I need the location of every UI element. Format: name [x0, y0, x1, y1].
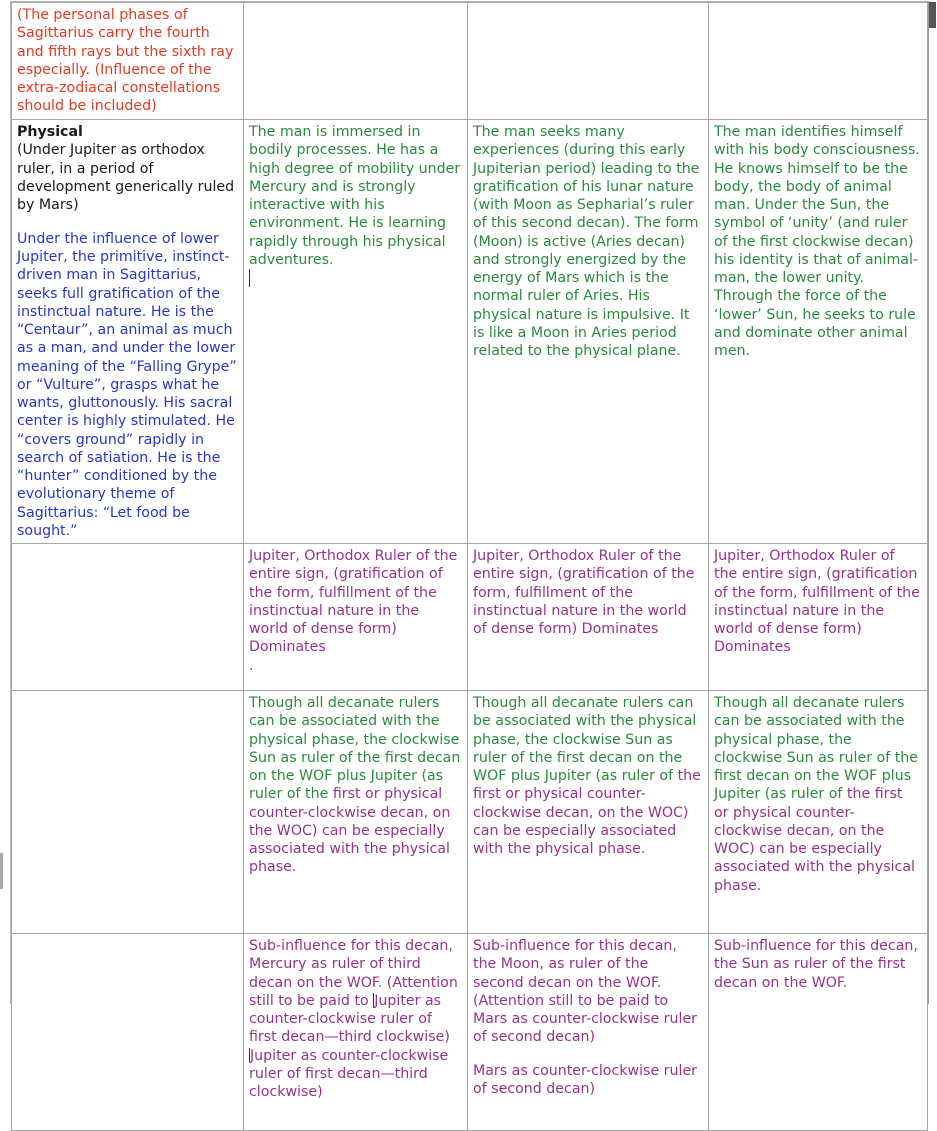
ruler-decan-3-text: Jupiter, Orthodox Ruler of the entire sign, (gratification of the form, fulfillment of the instinctual nature in the world of dense form) Dominates: [714, 548, 920, 656]
cell-physical-decan-2: [468, 120, 709, 544]
though-decan-2-green: Though all decanate rulers can be associated with the physical phase, the clockwise Sun as ruler of the first decan on the WOF plus Jupiter (as ruler of: [473, 695, 697, 785]
though-decan-2-paragraph: [473, 694, 702, 858]
physical-parenthetical: (Under Jupiter as orthodox ruler, in a period of development generically ruled by Mars): [17, 142, 235, 213]
sub-decan-1-paragraph-1: [249, 937, 461, 1047]
physical-decan-3-text: The man identifies himself with his body consciousness. He knows himself to be the body, the body of animal man. Under the Sun, the symbol of ‘unity’ (and ruler of the first clockwise decan) his identity is that of animal-man, the lower unity. Through the force of the ‘lower’ Sun, he seeks to rule and dominate other animal men.: [714, 124, 920, 359]
though-decan-3-purple: the first or physical counter-clockwise decan, on the WOC) can be especially associated with the physical phase.: [714, 786, 915, 894]
though-decan-2-purple: the first or physical counter-clockwise decan, on the WOC) can be especially associated with the physical phase.: [473, 768, 701, 858]
cell-physical-label: [12, 120, 244, 544]
cell-note-decan-2: [468, 3, 709, 120]
cell-ruler-decan-1: [244, 544, 468, 691]
ruler-decan-1-text: Jupiter, Orthodox Ruler of the entire sign, (gratification of the form, fulfillment of the instinctual nature in the world of dense form) Dominates: [249, 548, 458, 656]
sub-decan-1-lead: Sub-influence for this decan, Mercury as ruler of third decan on the WOF. (Attention still to be paid to: [249, 938, 458, 1009]
physical-decan-1-text: The man is immersed in bodily processes. He has a high degree of mobility under Mercury and is strongly interactive with his environment. He is learning rapidly through his physical adventures.: [249, 124, 461, 268]
table-row-decanate-rulers-note: [12, 691, 928, 934]
cell-note-label: [12, 3, 244, 120]
note-text: (The personal phases of Sagittarius carry the fourth and fifth rays but the sixth ray especially. (Influence of the extra-zodiacal constellations should be included): [17, 7, 234, 115]
cell-though-decan-1: [244, 691, 468, 934]
cell-though-decan-3: [709, 691, 928, 934]
cell-note-decan-3: [709, 3, 928, 120]
though-decan-3-paragraph: [714, 694, 921, 895]
sub-decan-2-paragraph-2: Mars as counter-clockwise ruler of second decan): [473, 1063, 698, 1098]
though-decan-3-green: Though all decanate rulers can be associated with the physical phase, the clockwise Sun as ruler of the first decan on the WOF plus Jupiter (as ruler of: [714, 695, 919, 803]
table-row-orthodox-ruler: [12, 544, 928, 691]
cell-though-decan-2: [468, 691, 709, 934]
physical-decan-2-text: The man seeks many experiences (during this early Jupiterian period) leading to the gratification of his lunar nature (with Moon as Sepharial’s ruler of this second decan). The form (Moon) is active (Aries decan) and strongly energized by the energy of Mars which is the normal ruler of Aries. His physical nature is impulsive. It is like a Moon in Aries period related to the physical plane.: [473, 124, 700, 359]
cell-physical-decan-1: [244, 120, 468, 544]
cell-though-label: [12, 691, 244, 934]
table-row-note: [12, 3, 928, 120]
sub-decan-1-repeat: Jupiter as counter-clockwise ruler of first decan—third clockwise): [249, 1047, 449, 1101]
cell-ruler-decan-3: [709, 544, 928, 691]
physical-description: Under the influence of lower Jupiter, the primitive, instinct-driven man in Sagittarius, seeks full gratification of the instinctual nature. He is the “Centaur”, an animal as much as a man, and under the lower meaning of the “Falling Grype” or “Vulture”, grasps what he wants, gluttonously. His sacral center is highly stimulated. He “covers ground” rapidly in search of satiation. He is the “hunter” conditioned by the evolutionary theme of Sagittarius: “Let food be sought.”: [17, 230, 237, 539]
cell-sub-decan-3: [709, 934, 928, 1131]
text-cursor-icon: [249, 269, 250, 287]
cell-sub-decan-2: [468, 934, 709, 1131]
cell-ruler-label: [12, 544, 244, 691]
text-caret-marker: [249, 269, 461, 288]
table-row-physical: [12, 120, 928, 544]
sub-decan-1-tail: Jupiter as counter-clockwise ruler of first decan—third clockwise): [249, 992, 450, 1046]
sub-decan-3-paragraph-1: Sub-influence for this decan, the Sun as ruler of the first decan on the WOF.: [714, 938, 918, 991]
sub-decan-2-paragraph-1: Sub-influence for this decan, the Moon, as ruler of the second decan on the WOF. (Attention still to be paid to Mars as counter-clockwise ruler of second decan): [473, 938, 698, 1046]
ruler-decan-1-trailing-dot: .: [249, 657, 254, 674]
though-decan-1-paragraph: [249, 694, 461, 877]
ruler-decan-2-text: Jupiter, Orthodox Ruler of the entire sign, (gratification of the form, fulfillment of the instinctual nature in the world of dense form) Dominates: [473, 548, 695, 638]
cell-note-decan-1: [244, 3, 468, 120]
cell-sub-decan-1: [244, 934, 468, 1131]
margin-change-bar: [0, 853, 3, 889]
though-decan-1-green: Though all decanate rulers can be associated with the physical phase, the clockwise Sun as ruler of the first decan on the WOF plus Jupiter (as ruler of the: [249, 695, 461, 803]
though-decan-1-purple: first or physical counter-clockwise decan, on the WOC) can be especially associated with the physical phase.: [249, 786, 451, 876]
scrollbar-thumb[interactable]: [929, 2, 936, 28]
cell-sub-label: [12, 934, 244, 1131]
sub-decan-1-paragraph-2: [249, 1047, 461, 1102]
decanate-table: [11, 2, 928, 1131]
cell-ruler-decan-2: [468, 544, 709, 691]
physical-title: Physical: [17, 124, 83, 140]
cell-physical-decan-3: [709, 120, 928, 544]
table-row-sub-influence: [12, 934, 928, 1131]
